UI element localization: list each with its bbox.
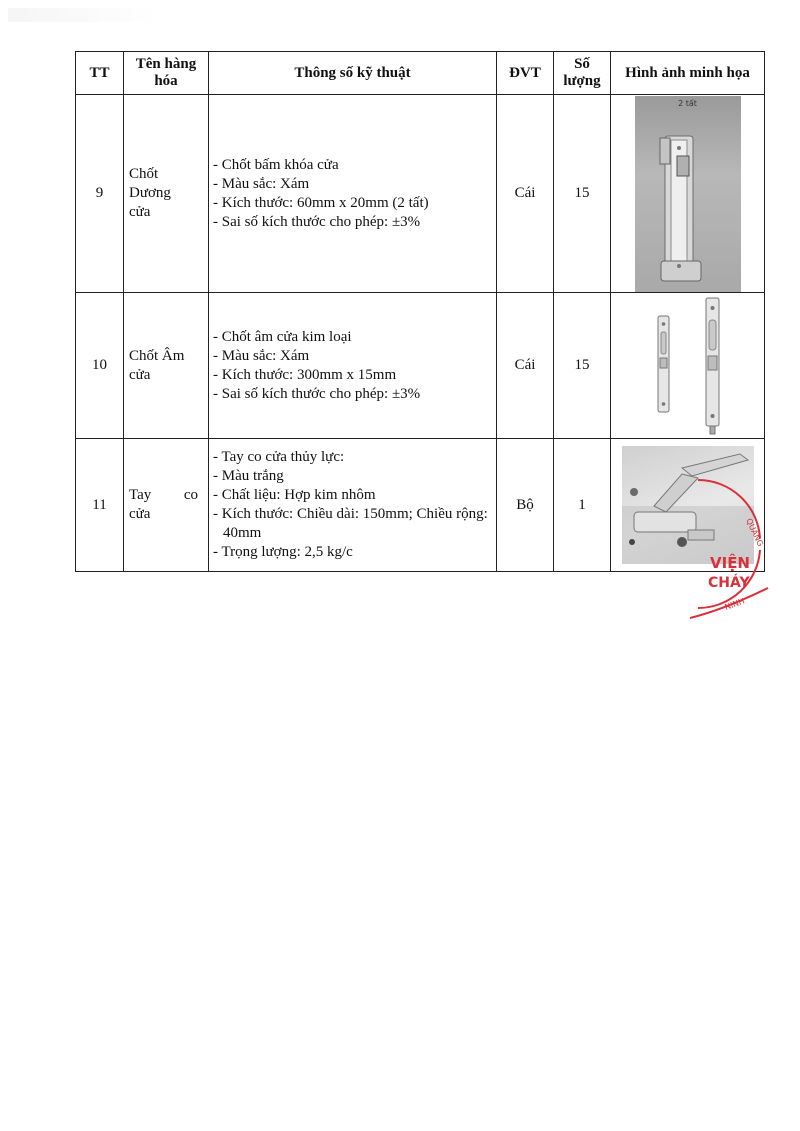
spec-line: - Chốt âm cửa kim loại xyxy=(213,328,352,345)
row-qty: 15 xyxy=(554,293,611,439)
stamp-text-arc-top: QUẢNG xyxy=(744,517,765,548)
spec-line: - Sai số kích thước cho phép: ±3% xyxy=(213,213,421,230)
row-name xyxy=(124,95,209,293)
row-name-line: cửa xyxy=(129,204,151,220)
spec-line: - Chất liệu: Hợp kim nhôm xyxy=(213,487,376,503)
row-spec xyxy=(209,95,497,293)
spec-line: - Màu trắng xyxy=(213,468,284,484)
row-unit: Cái xyxy=(497,293,554,439)
spec-line: - Màu sắc: Xám xyxy=(213,175,310,192)
table-row xyxy=(76,95,765,293)
table-row xyxy=(76,439,765,572)
door-bolt-photo xyxy=(635,96,741,292)
header-spec: Thông số kỹ thuật xyxy=(209,52,497,95)
header-image: Hình ảnh minh họa xyxy=(611,52,765,95)
row-qty: 15 xyxy=(554,95,611,293)
row-unit: Cái xyxy=(497,95,554,293)
row-tt: 11 xyxy=(76,439,124,572)
row-name-line: cửa xyxy=(129,366,151,383)
goods-table-container xyxy=(75,51,765,572)
spec-line: - Kích thước: Chiều dài: 150mm; Chiều rộng: 40mm xyxy=(213,506,488,541)
row-name xyxy=(124,439,209,572)
flush-bolt-illustration xyxy=(640,296,736,436)
row-name-line: Dương xyxy=(129,185,171,201)
row-name-word: Tay xyxy=(129,487,152,503)
row-image-cell xyxy=(611,95,765,293)
table-row xyxy=(76,293,765,439)
row-name-line: cửa xyxy=(129,506,151,522)
row-image-cell xyxy=(611,293,765,439)
goods-table xyxy=(75,51,765,572)
table-header-row xyxy=(76,52,765,95)
spec-line: - Trọng lượng: 2,5 kg/c xyxy=(213,544,353,560)
row-spec xyxy=(209,439,497,572)
row-name xyxy=(124,293,209,439)
row-name-word: co xyxy=(183,487,198,503)
spec-line: - Tay co cửa thủy lực: xyxy=(213,449,345,465)
header-name-line1: Tên hàng xyxy=(135,56,197,72)
spec-line: - Kích thước: 60mm x 20mm (2 tất) xyxy=(213,194,429,211)
spec-line: - Màu sắc: Xám xyxy=(213,347,310,364)
stamp-text-arc-bottom: NINH xyxy=(723,596,746,612)
row-unit: Bộ xyxy=(497,439,554,572)
row-name-line: Chốt xyxy=(129,166,159,182)
row-name-line: Chốt Âm xyxy=(129,347,185,364)
row-tt: 10 xyxy=(76,293,124,439)
red-seal-stamp xyxy=(668,470,778,620)
header-tt: TT xyxy=(76,52,124,95)
stamp-text-line2: CHÁY xyxy=(708,575,750,591)
row-name-line xyxy=(129,486,204,505)
spec-line: - Chốt bấm khóa cửa xyxy=(213,156,339,173)
stamp-text-line1: VIỆN xyxy=(710,554,750,572)
door-bolt-illustration xyxy=(635,96,741,292)
header-unit: ĐVT xyxy=(497,52,554,95)
scan-artifact xyxy=(8,8,158,22)
row-tt: 9 xyxy=(76,95,124,293)
header-qty-line2: lượng xyxy=(563,73,601,89)
header-qty-line1: Số xyxy=(574,56,590,72)
spec-line: - Sai số kích thước cho phép: ±3% xyxy=(213,385,421,402)
photo-caption: 2 tất xyxy=(678,98,697,108)
header-name xyxy=(124,52,209,95)
flush-bolt-photo xyxy=(640,296,736,436)
row-qty: 1 xyxy=(554,439,611,572)
header-qty xyxy=(554,52,611,95)
spec-line: - Kích thước: 300mm x 15mm xyxy=(213,366,397,383)
header-name-line2: hóa xyxy=(154,73,178,89)
row-spec xyxy=(209,293,497,439)
